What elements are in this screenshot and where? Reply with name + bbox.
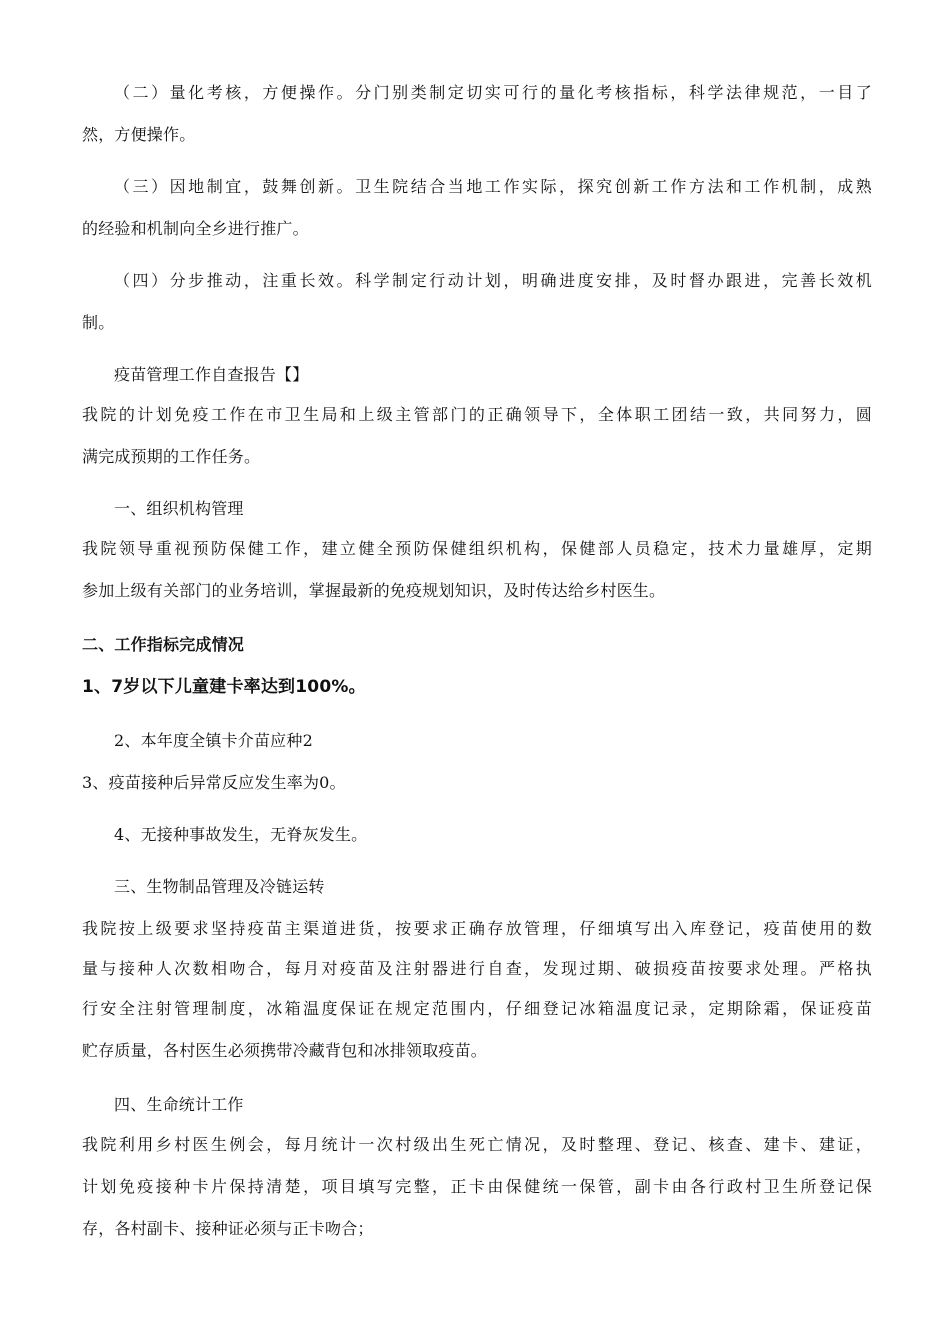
paragraph-line: 行安全注射管理制度，冰箱温度保证在规定范围内，仔细登记冰箱温度记录，定期除霜，保证疫苗 (82, 999, 872, 1018)
paragraph-line: 我院按上级要求坚持疫苗主渠道进货，按要求正确存放管理，仔细填写出入库登记，疫苗使用的数 (82, 919, 872, 938)
paragraph-line: 量与接种人次数相吻合，每月对疫苗及注射器进行自查，发现过期、破损疫苗按要求处理。严格执 (82, 959, 872, 978)
paragraph-line: 我院的计划免疫工作在市卫生局和上级主管部门的正确领导下，全体职工团结一致，共同努力，圆 (82, 405, 872, 424)
list-item: 1、7岁以下儿童建卡率达到100%。 (82, 677, 366, 697)
paragraph-line: （四）分步推动，注重长效。科学制定行动计划，明确进度安排，及时督办跟进，完善长效机 (114, 271, 872, 290)
paragraph-line: 的经验和机制向全乡进行推广。 (82, 219, 309, 238)
section-heading: 一、组织机构管理 (114, 499, 244, 518)
section-heading: 二、工作指标完成情况 (82, 635, 245, 654)
paragraph-line: 然，方便操作。 (82, 125, 196, 144)
paragraph-line: 满完成预期的工作任务。 (82, 447, 261, 466)
paragraph-line: 我院领导重视预防保健工作，建立健全预防保健组织机构，保健部人员稳定，技术力量雄厚，定期 (82, 539, 872, 558)
paragraph-line: 计划免疫接种卡片保持清楚，项目填写完整，正卡由保健统一保管，副卡由各行政村卫生所登记保 (82, 1177, 872, 1196)
report-title: 疫苗管理工作自查报告【】 (114, 365, 309, 384)
paragraph-line: 制。 (82, 313, 115, 332)
paragraph-line: 存，各村副卡、接种证必须与正卡吻合； (82, 1219, 374, 1238)
list-item: 2、本年度全镇卡介苗应种2 (114, 731, 313, 750)
paragraph-line: 参加上级有关部门的业务培训，掌握最新的免疫规划知识，及时传达给乡村医生。 (82, 581, 666, 600)
list-item: 4、无接种事故发生，无脊灰发生。 (114, 825, 368, 844)
paragraph-line: 贮存质量，各村医生必须携带冷藏背包和冰排领取疫苗。 (82, 1041, 488, 1060)
section-heading: 四、生命统计工作 (114, 1095, 244, 1114)
list-item: 3、疫苗接种后异常反应发生率为0。 (82, 773, 346, 792)
paragraph-line: （三）因地制宜，鼓舞创新。卫生院结合当地工作实际，探究创新工作方法和工作机制，成熟 (114, 177, 872, 196)
section-heading: 三、生物制品管理及冷链运转 (114, 877, 325, 896)
paragraph-line: 我院利用乡村医生例会，每月统计一次村级出生死亡情况，及时整理、登记、核查、建卡、建证， (82, 1135, 872, 1154)
paragraph-line: （二）量化考核，方便操作。分门别类制定切实可行的量化考核指标，科学法律规范，一目了 (114, 83, 872, 102)
